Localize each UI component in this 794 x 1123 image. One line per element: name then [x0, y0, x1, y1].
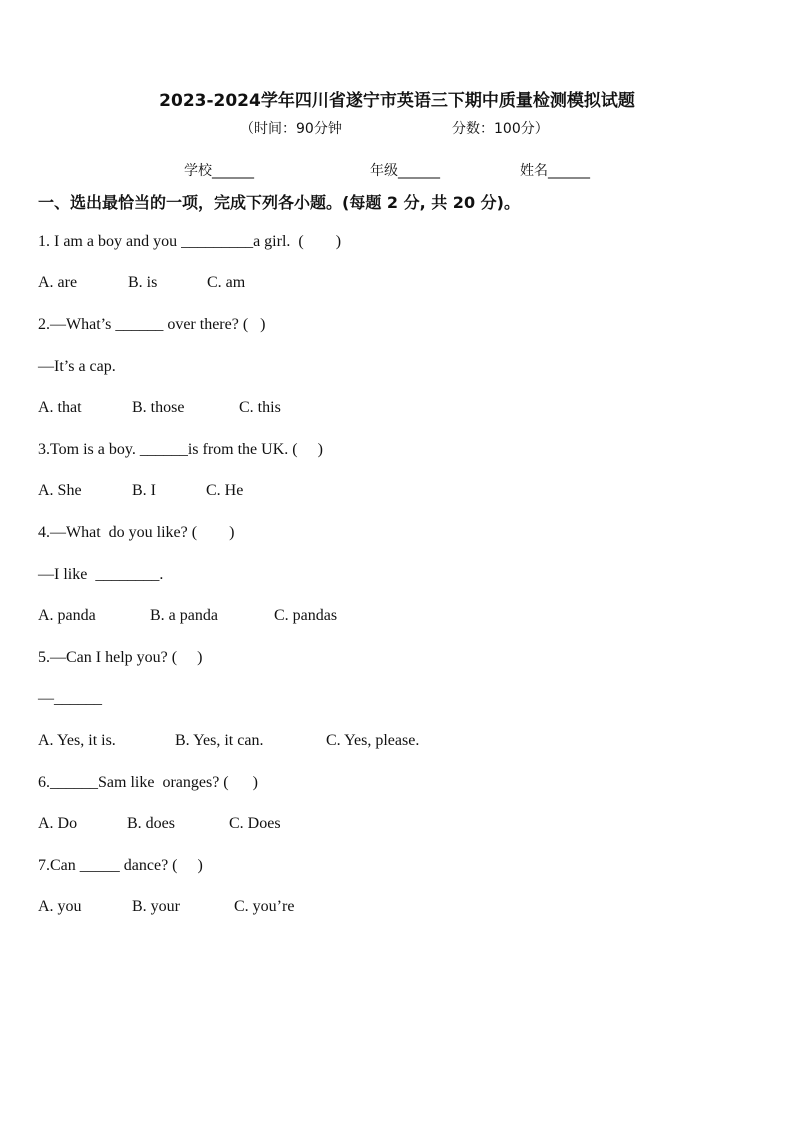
grade-field: 年级______	[370, 163, 440, 179]
q7-option-c: C. you’re	[234, 898, 295, 915]
section-heading: 一、选出最恰当的一项，完成下列各小题。(每题 2 分, 共 20 分)。	[38, 193, 520, 212]
exam-time: （时间：90分钟	[240, 121, 342, 137]
q6-option-c: C. Does	[229, 815, 281, 832]
q4-reply: —I like ________.	[38, 566, 164, 583]
q5-option-c: C. Yes, please.	[326, 732, 420, 749]
q4-option-b: B. a panda	[150, 607, 218, 624]
question-1: 1. I am a boy and you _________a girl. ( )	[38, 233, 342, 250]
q5-option-b: B. Yes, it can.	[175, 732, 264, 749]
q2-option-c: C. this	[239, 399, 281, 416]
q7-option-b: B. your	[132, 898, 180, 915]
question-3: 3.Tom is a boy. ______is from the UK. ( )	[38, 441, 323, 458]
q4-option-c: C. pandas	[274, 607, 338, 624]
q7-option-a: A. you	[38, 898, 82, 915]
question-4: 4.—What do you like? ( )	[38, 524, 235, 541]
q4-option-a: A. panda	[38, 607, 96, 624]
q1-option-c: C. am	[207, 274, 246, 291]
q2-reply: —It’s a cap.	[38, 358, 116, 375]
q3-option-b: B. I	[132, 482, 156, 499]
q6-option-a: A. Do	[38, 815, 78, 832]
q5-option-a: A. Yes, it is.	[38, 732, 116, 749]
q2-option-b: B. those	[132, 399, 185, 416]
question-6: 6.______Sam like oranges? ( )	[38, 774, 258, 791]
exam-score: 分数：100分）	[452, 121, 549, 137]
question-5: 5.—Can I help you? ( )	[38, 649, 203, 666]
q1-option-b: B. is	[128, 274, 158, 291]
q3-option-a: A. She	[38, 482, 82, 499]
question-7: 7.Can _____ dance? ( )	[38, 857, 203, 874]
exam-title: 2023-2024学年四川省遂宁市英语三下期中质量检测模拟试题	[159, 91, 635, 111]
question-2: 2.—What’s ______ over there? ( )	[38, 316, 266, 333]
q2-option-a: A. that	[38, 399, 82, 416]
q5-reply: —______	[38, 690, 102, 707]
q6-option-b: B. does	[127, 815, 175, 832]
q3-option-c: C. He	[206, 482, 244, 499]
q1-option-a: A. are	[38, 274, 78, 291]
school-field: 学校______	[184, 163, 254, 179]
name-field: 姓名______	[520, 163, 590, 179]
